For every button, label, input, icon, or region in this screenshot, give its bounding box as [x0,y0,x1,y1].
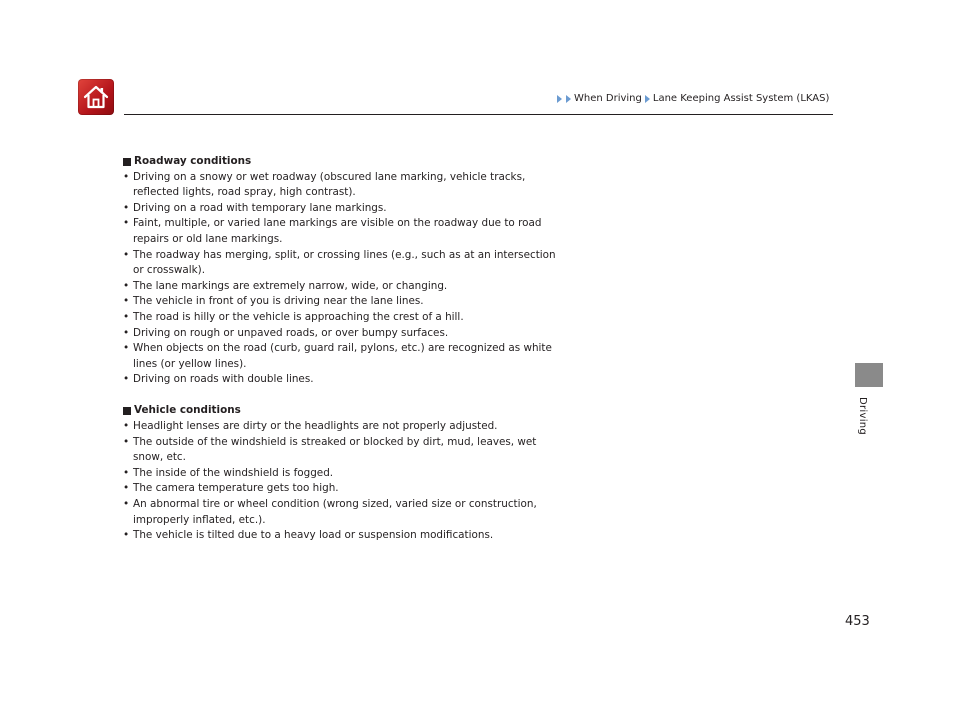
triangle-right-icon [557,95,562,103]
list-item: • When objects on the road (curb, guard rail, pylons, etc.) are recognized as white lines (or yellow lines). [123,341,563,372]
square-bullet-icon [123,407,131,415]
triangle-right-icon [566,95,571,103]
list-item: • The roadway has merging, split, or crossing lines (e.g., such as at an intersection or crosswalk). [123,248,563,279]
list-item: • The outside of the windshield is streaked or blocked by dirt, mud, leaves, wet snow, etc. [123,435,563,466]
section-heading [123,154,563,170]
main-content [123,154,563,544]
breadcrumb-item-when-driving[interactable]: When Driving [574,93,642,104]
section-vehicle-conditions [123,403,563,543]
list-item: • The road is hilly or the vehicle is approaching the crest of a hill. [123,310,563,326]
section-title: Roadway conditions [134,155,252,167]
square-bullet-icon [123,158,131,166]
home-button[interactable] [78,79,114,115]
list-item: • An abnormal tire or wheel condition (wrong sized, varied size or construction, improperly inflated, etc.). [123,497,563,528]
section-title: Vehicle conditions [134,404,241,417]
list-item: • Driving on a road with temporary lane markings. [123,201,563,217]
breadcrumb [556,93,829,104]
list-item: • The camera temperature gets too high. [123,481,563,497]
list-item: • The vehicle in front of you is driving near the lane lines. [123,294,563,310]
list-item: • The lane markings are extremely narrow, wide, or changing. [123,279,563,295]
list-item: • Headlight lenses are dirty or the headlights are not properly adjusted. [123,419,563,435]
list-item: • Driving on roads with double lines. [123,372,563,388]
header-divider [124,114,833,115]
triangle-right-icon [645,95,650,103]
list-item: • The inside of the windshield is fogged. [123,466,563,482]
list-item: • The vehicle is tilted due to a heavy load or suspension modifications. [123,528,563,544]
list-item: • Faint, multiple, or varied lane markings are visible on the roadway due to road repairs or old lane markings. [123,216,563,247]
section-heading [123,403,563,419]
page-number: 453 [845,614,870,629]
home-icon [82,83,110,111]
condition-list [123,419,563,544]
list-item: • Driving on a snowy or wet roadway (obscured lane marking, vehicle tracks, reflected lights, road spray, high contrast). [123,170,563,201]
list-item: • Driving on rough or unpaved roads, or over bumpy surfaces. [123,326,563,342]
side-tab-marker[interactable] [855,363,883,387]
section-roadway-conditions [123,154,563,388]
side-tab-label: Driving [857,397,868,436]
condition-list [123,170,563,388]
breadcrumb-item-lkas[interactable]: Lane Keeping Assist System (LKAS) [652,93,830,104]
